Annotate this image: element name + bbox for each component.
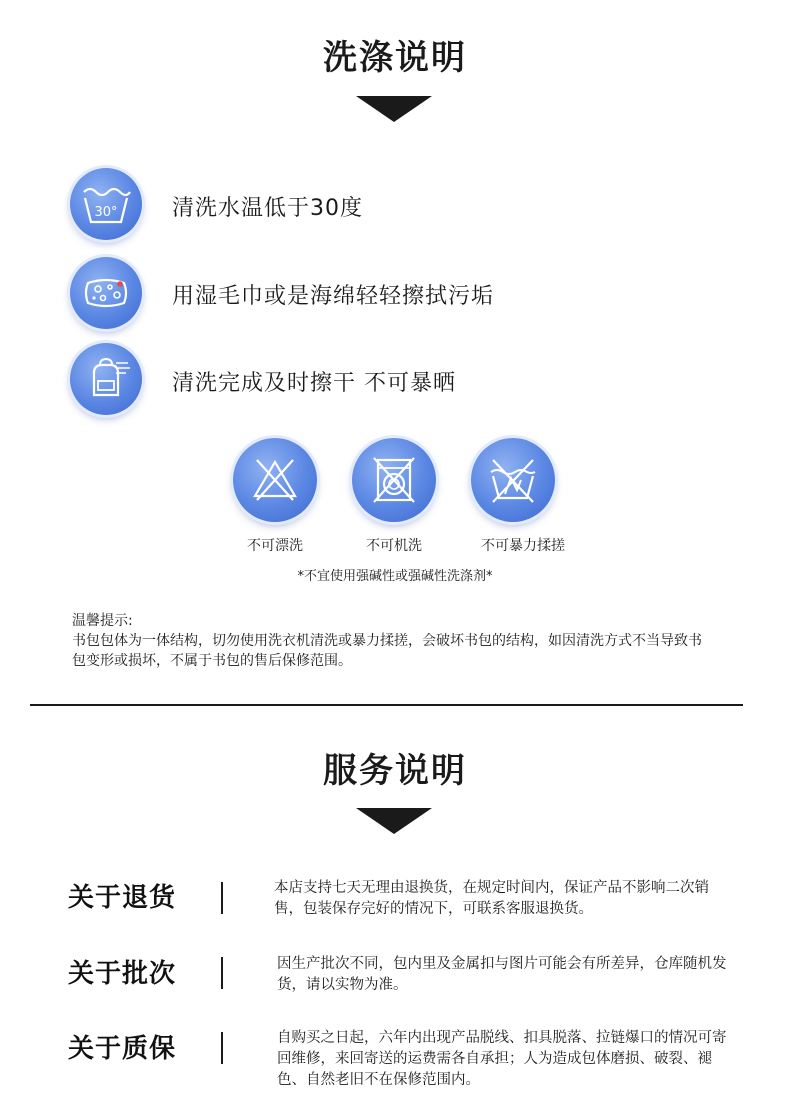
detergent-note: *不宜使用强碱性或强碱性洗涤剂* (297, 569, 493, 584)
wash-row-text: 清洗水温低于30度 (172, 196, 363, 221)
service-text-return: 本店支持七天无理由退换货，在规定时间内，保证产品不影响二次销售，包装保存完好的情况下，可联系客服退换货。 (274, 880, 709, 917)
tip-title: 温馨提示: (72, 613, 133, 629)
bag-dry-icon (70, 343, 142, 415)
no-machine-wash-icon (352, 438, 436, 522)
service-title-arrow-icon (356, 808, 432, 834)
water-temperature-badge: 30° (94, 205, 118, 220)
water-temperature-icon (70, 168, 142, 240)
service-head-return: 关于退货 (68, 883, 177, 913)
no-machine-wash-label: 不可机洗 (366, 538, 422, 554)
service-title: 服务说明 (323, 751, 467, 791)
wash-row-text: 用湿毛巾或是海绵轻轻擦拭污垢 (172, 284, 495, 309)
section-divider (30, 704, 743, 706)
no-wring-label: 不可暴力揉搓 (481, 538, 565, 554)
sponge-icon (70, 257, 142, 329)
service-separator (221, 882, 223, 914)
service-head-batch: 关于批次 (68, 959, 177, 989)
wash-title-arrow-icon (356, 96, 432, 122)
service-separator (221, 957, 223, 989)
no-bleach-label: 不可漂洗 (247, 538, 303, 554)
no-bleach-icon (233, 438, 317, 522)
service-head-warranty: 关于质保 (68, 1034, 177, 1064)
service-text-batch: 因生产批次不同，包内里及金属扣与图片可能会有所差异，仓库随机发货，请以实物为准。 (277, 956, 727, 993)
service-text-warranty: 自购买之日起，六年内出现产品脱线、扣具脱落、拉链爆口的情况可寄回维修，来回寄送的运费需各自承担；人为造成包体磨损、破裂、褪色、自然老旧不在保修范围内。 (277, 1030, 727, 1088)
wash-title: 洗涤说明 (323, 38, 467, 78)
tip-body: 书包包体为一体结构，切勿使用洗衣机清洗或暴力揉搓，会破坏书包的结构，如因清洗方式不当导致书包变形或损坏，不属于书包的售后保修范围。 (72, 633, 702, 669)
wash-row-text: 清洗完成及时擦干 不可暴晒 (172, 371, 456, 396)
service-separator (221, 1032, 223, 1064)
no-wring-icon (471, 438, 555, 522)
